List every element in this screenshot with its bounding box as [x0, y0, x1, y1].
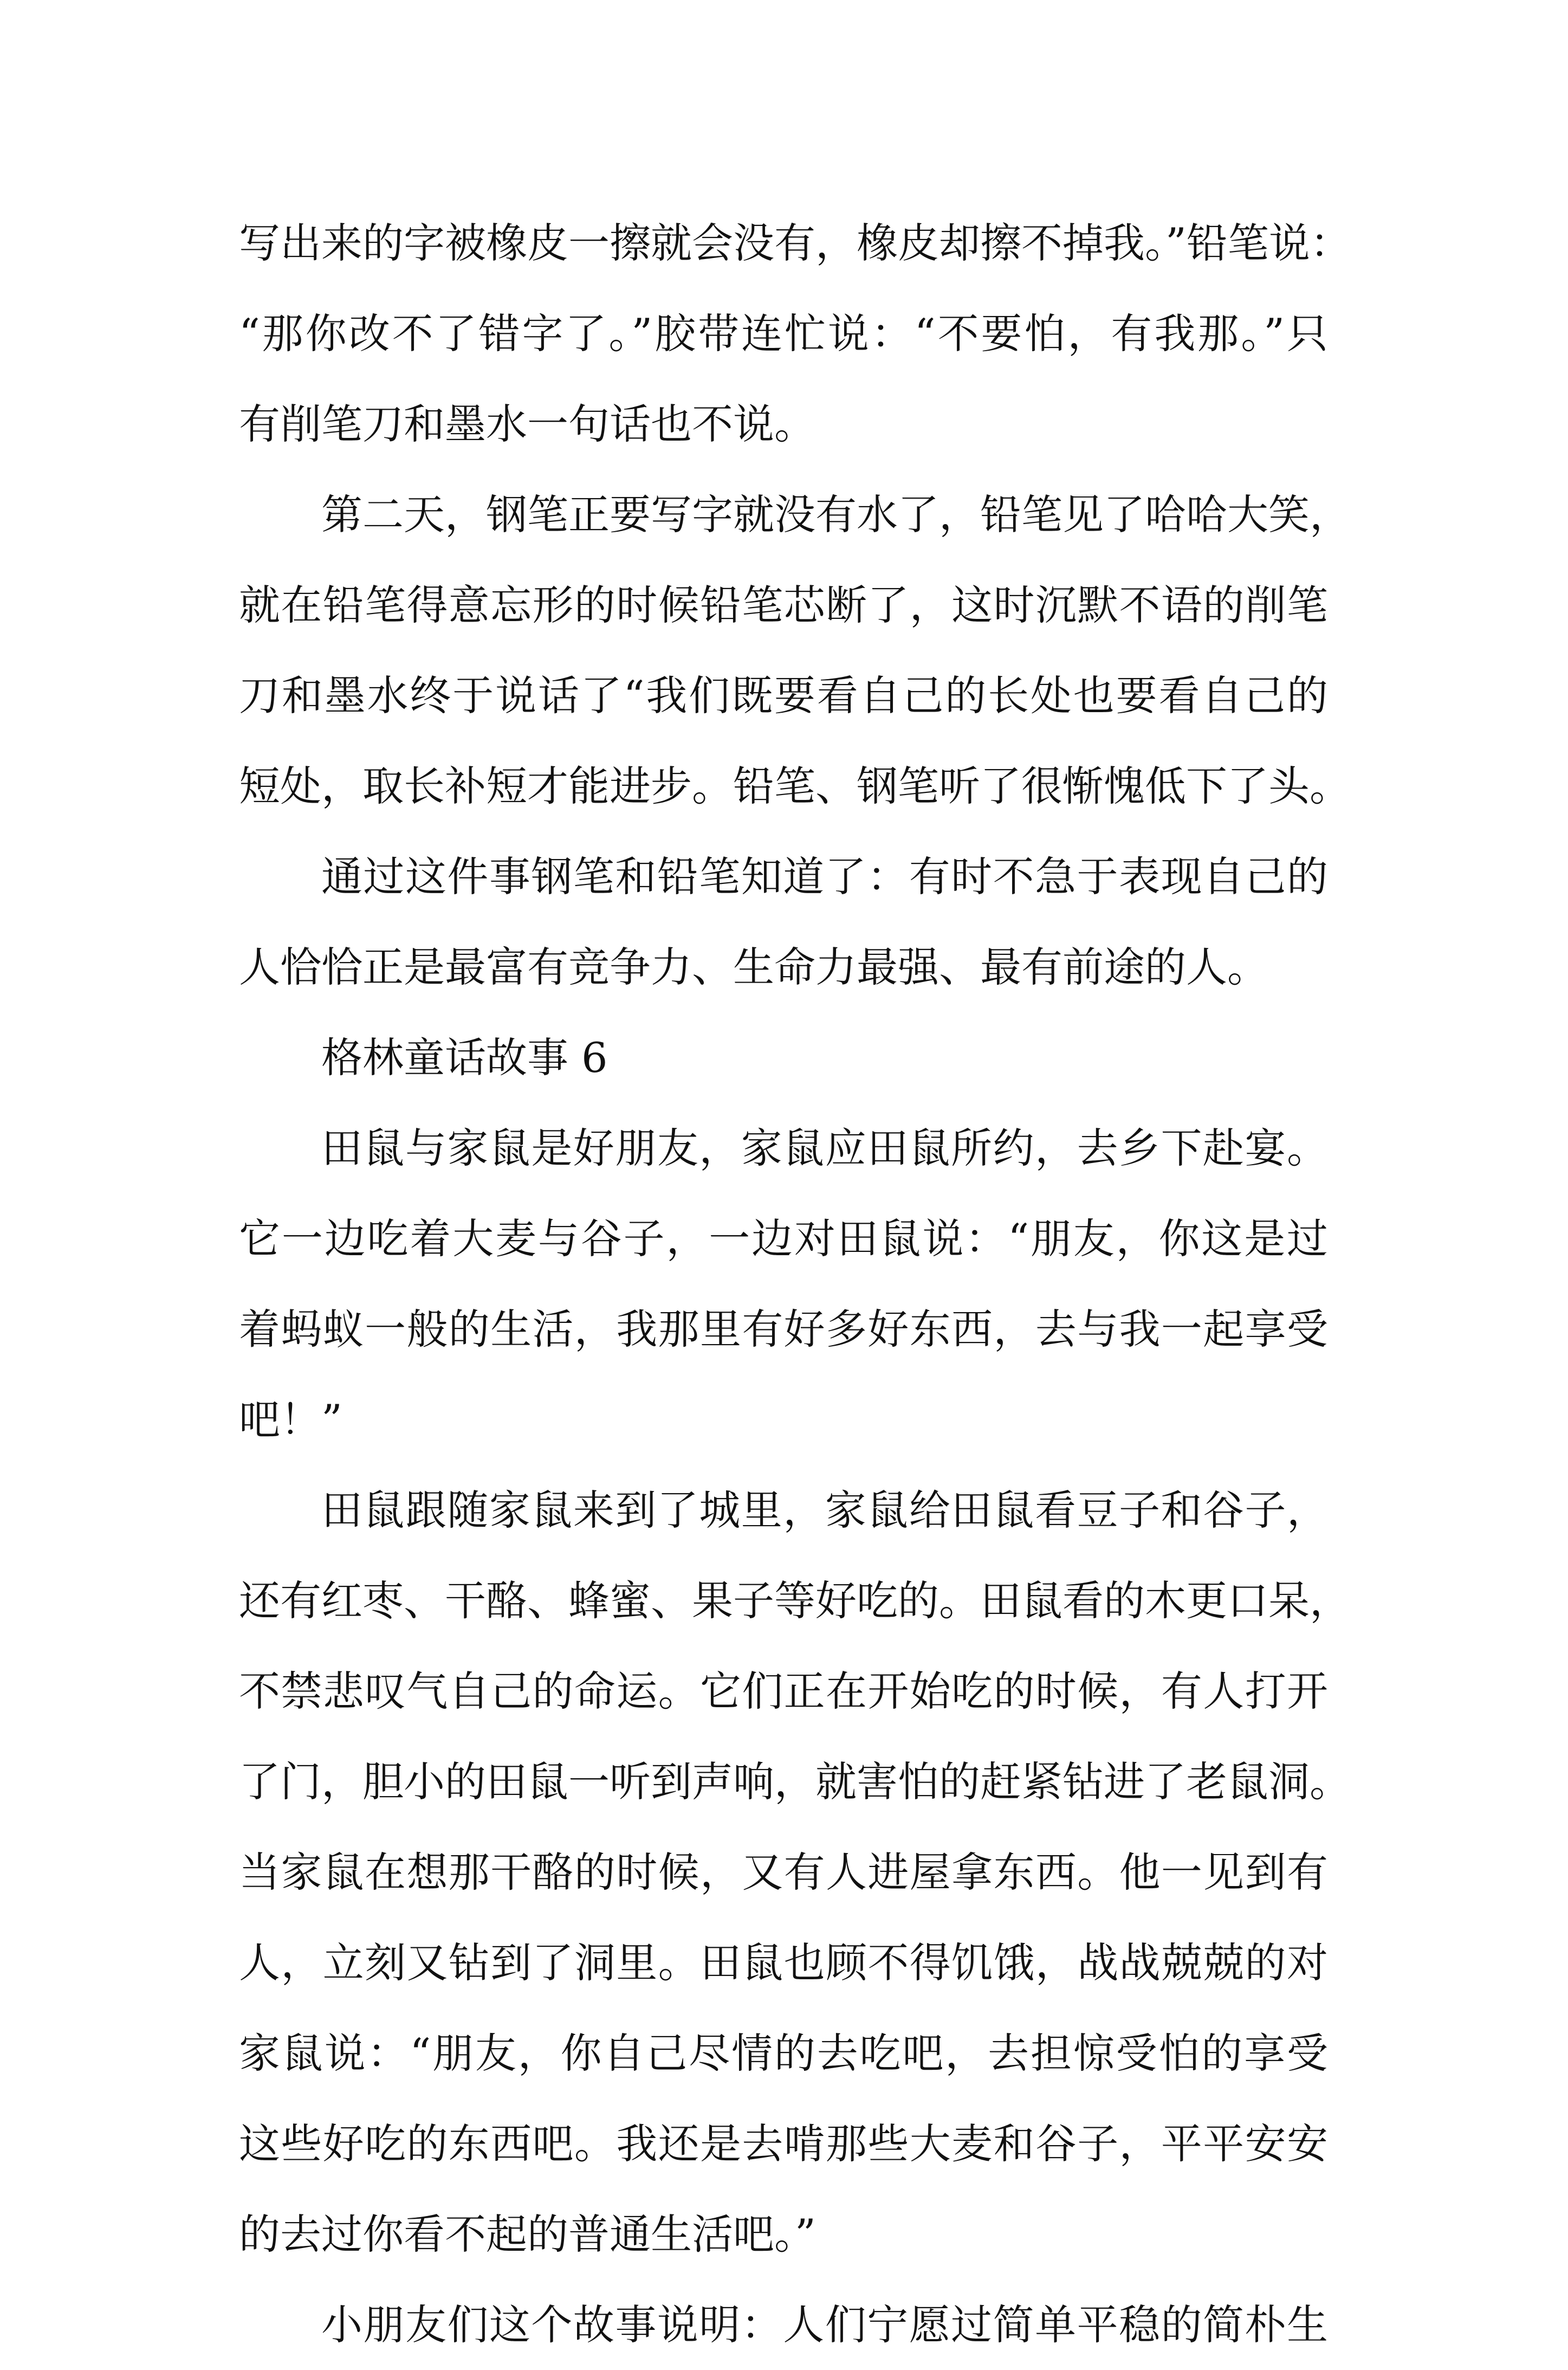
text-line: 有削笔刀和墨水一句话也不说。: [239, 400, 815, 448]
text-line: 短处，取长补短才能进步。铅笔、钢笔听了很惭愧低下了头。: [239, 762, 1351, 810]
text-line: 人，立刻又钻到了洞里。田鼠也顾不得饥饿，战战兢兢的对: [239, 1939, 1328, 1987]
document-body: [239, 198, 1351, 2370]
text-line: “那你改不了错字了。”胶带连忙说：“不要怕，有我那。”只: [239, 309, 1328, 358]
text-line: 还有红枣、干酪、蜂蜜、果子等好吃的。田鼠看的木更口呆，: [239, 1577, 1351, 1625]
text-line: 刀和墨水终于说话了“我们既要看自己的长处也要看自己的: [239, 671, 1328, 720]
text-line: 吧！”: [239, 1396, 342, 1444]
paragraph-first-line: 第二天，钢笔正要写字就没有水了，铅笔见了哈哈大笑，: [321, 490, 1351, 539]
section-heading: 格林童话故事 6: [321, 1034, 608, 1082]
text-line: 的去过你看不起的普通生活吧。”: [239, 2210, 816, 2258]
paragraph-first-line: 通过这件事钢笔和铅笔知道了：有时不急于表现自己的: [321, 853, 1328, 901]
text-line: 当家鼠在想那干酪的时候，又有人进屋拿东西。他一见到有: [239, 1848, 1328, 1896]
text-line: 这些好吃的东西吧。我还是去啃那些大麦和谷子，平平安安: [239, 2120, 1328, 2168]
paragraph-first-line: 田鼠与家鼠是好朋友，家鼠应田鼠所约，去乡下赴宴。: [321, 1124, 1328, 1172]
text-line: 了门，胆小的田鼠一听到声响，就害怕的赶紧钻进了老鼠洞。: [239, 1758, 1351, 1806]
text-line: 家鼠说：“朋友，你自己尽情的去吃吧，去担惊受怕的享受: [239, 2029, 1328, 2077]
text-line: 不禁悲叹气自己的命运。它们正在开始吃的时候，有人打开: [239, 1667, 1328, 1715]
paragraph-first-line: 田鼠跟随家鼠来到了城里，家鼠给田鼠看豆子和谷子，: [321, 1486, 1328, 1534]
text-line: 写出来的字被橡皮一擦就会没有，橡皮却擦不掉我。”铅笔说：: [239, 219, 1351, 267]
text-line: 就在铅笔得意忘形的时候铅笔芯断了，这时沉默不语的削笔: [239, 581, 1328, 629]
text-line: 它一边吃着大麦与谷子，一边对田鼠说：“朋友，你这是过: [239, 1215, 1328, 1263]
paragraph-first-line: 小朋友们这个故事说明：人们宁愿过简单平稳的简朴生: [321, 2301, 1328, 2349]
text-line: 着蚂蚁一般的生活，我那里有好多好东西，去与我一起享受: [239, 1305, 1328, 1353]
text-line: 人恰恰正是最富有竞争力、生命力最强、最有前途的人。: [239, 943, 1268, 991]
